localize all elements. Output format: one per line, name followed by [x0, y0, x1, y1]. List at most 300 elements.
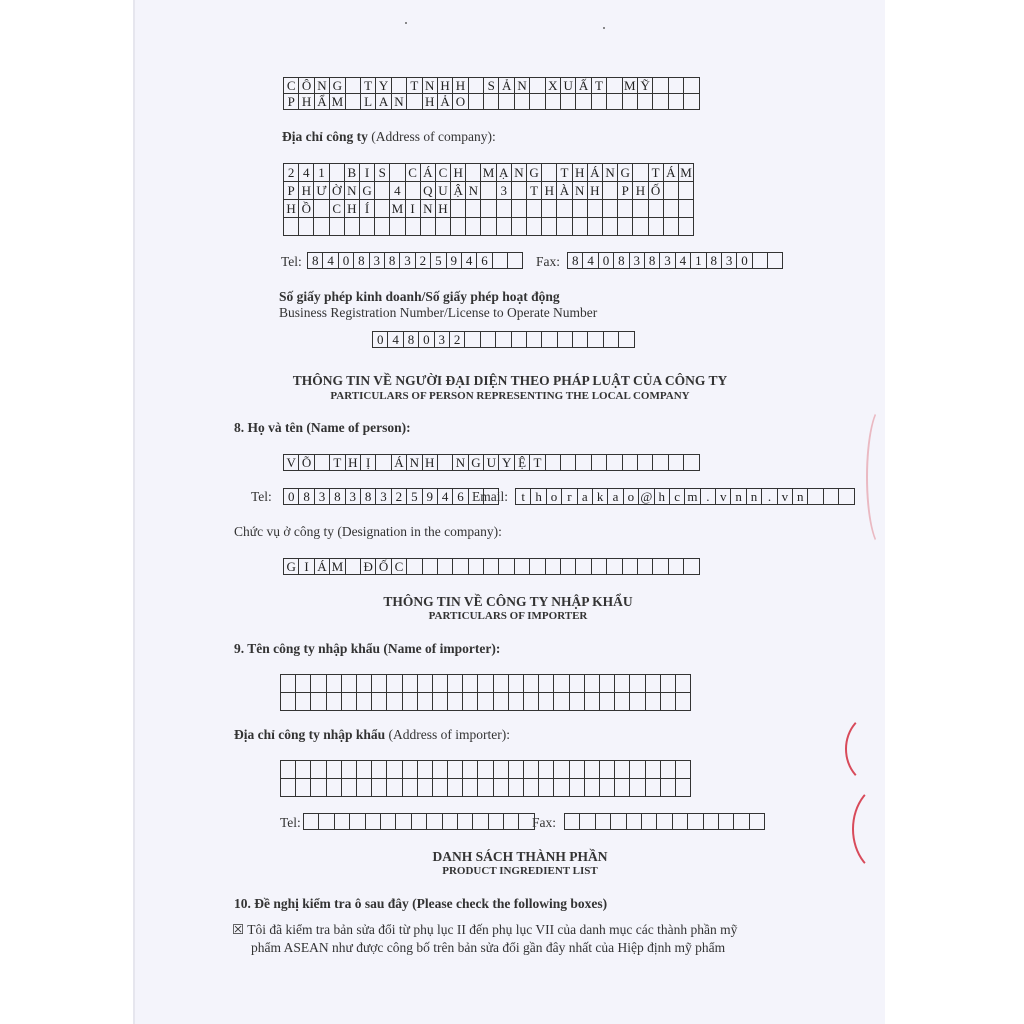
- char-cell[interactable]: G: [527, 164, 542, 182]
- char-cell[interactable]: 3: [376, 489, 391, 505]
- char-cell[interactable]: N: [392, 94, 407, 110]
- char-cell[interactable]: [466, 200, 481, 218]
- char-cell[interactable]: Ẩ: [315, 94, 330, 110]
- char-cell[interactable]: [327, 693, 342, 711]
- char-cell[interactable]: [554, 761, 569, 779]
- char-cell[interactable]: [448, 675, 463, 693]
- char-cell[interactable]: 0: [339, 253, 354, 269]
- char-cell[interactable]: C: [330, 200, 345, 218]
- char-cell[interactable]: H: [542, 182, 557, 200]
- char-cell[interactable]: T: [361, 78, 376, 94]
- char-cell[interactable]: N: [315, 78, 330, 94]
- char-cell[interactable]: P: [284, 182, 299, 200]
- char-cell[interactable]: [512, 218, 527, 236]
- char-cell[interactable]: [407, 94, 422, 110]
- char-cell[interactable]: [423, 559, 438, 575]
- char-cell[interactable]: 2: [284, 164, 299, 182]
- char-cell[interactable]: A: [376, 94, 391, 110]
- char-cell[interactable]: [473, 814, 488, 830]
- char-cell[interactable]: [527, 218, 542, 236]
- char-cell[interactable]: [539, 779, 554, 797]
- char-cell[interactable]: 0: [599, 253, 614, 269]
- char-cell[interactable]: [406, 218, 421, 236]
- char-cell[interactable]: N: [423, 78, 438, 94]
- char-cell[interactable]: [499, 559, 514, 575]
- char-cell[interactable]: [561, 559, 576, 575]
- char-cell[interactable]: [600, 761, 615, 779]
- char-cell[interactable]: [684, 94, 699, 110]
- char-cell[interactable]: [296, 693, 311, 711]
- char-cell[interactable]: [554, 779, 569, 797]
- char-cell[interactable]: [684, 559, 699, 575]
- char-cell[interactable]: [357, 761, 372, 779]
- char-cell[interactable]: [496, 332, 511, 348]
- char-cell[interactable]: 6: [477, 253, 492, 269]
- char-cell[interactable]: Ờ: [330, 182, 345, 200]
- char-cell[interactable]: T: [592, 78, 607, 94]
- char-cell[interactable]: [281, 761, 296, 779]
- char-cell[interactable]: [630, 761, 645, 779]
- char-cell[interactable]: [346, 78, 361, 94]
- char-cell[interactable]: [296, 675, 311, 693]
- char-cell[interactable]: [443, 814, 458, 830]
- char-cell[interactable]: [546, 559, 561, 575]
- char-cell[interactable]: [376, 455, 391, 471]
- char-cell[interactable]: t: [516, 489, 531, 505]
- char-cell[interactable]: Ỹ: [638, 78, 653, 94]
- char-cell[interactable]: [585, 693, 600, 711]
- char-cell[interactable]: [576, 559, 591, 575]
- char-cell[interactable]: 8: [361, 489, 376, 505]
- char-cell[interactable]: 8: [645, 253, 660, 269]
- char-cell[interactable]: [676, 675, 691, 693]
- char-cell[interactable]: [463, 693, 478, 711]
- char-cell[interactable]: [281, 693, 296, 711]
- char-cell[interactable]: [630, 693, 645, 711]
- char-cell[interactable]: [494, 761, 509, 779]
- char-cell[interactable]: [342, 779, 357, 797]
- char-cell[interactable]: [433, 675, 448, 693]
- char-cell[interactable]: [688, 814, 703, 830]
- char-cell[interactable]: [638, 94, 653, 110]
- char-cell[interactable]: 3: [722, 253, 737, 269]
- char-cell[interactable]: [618, 200, 633, 218]
- char-cell[interactable]: [458, 814, 473, 830]
- char-cell[interactable]: [607, 559, 622, 575]
- char-cell[interactable]: [623, 94, 638, 110]
- char-cell[interactable]: [607, 94, 622, 110]
- char-cell[interactable]: [357, 779, 372, 797]
- char-cell[interactable]: H: [436, 200, 451, 218]
- char-cell[interactable]: C: [406, 164, 421, 182]
- char-cell[interactable]: [403, 693, 418, 711]
- char-cell[interactable]: [600, 675, 615, 693]
- char-cell[interactable]: Õ: [299, 455, 314, 471]
- char-cell[interactable]: [418, 779, 433, 797]
- char-cell[interactable]: T: [649, 164, 664, 182]
- char-cell[interactable]: [684, 78, 699, 94]
- char-cell[interactable]: Á: [315, 559, 330, 575]
- char-cell[interactable]: [451, 200, 466, 218]
- char-cell[interactable]: [396, 814, 411, 830]
- char-cell[interactable]: [676, 779, 691, 797]
- char-cell[interactable]: [375, 182, 390, 200]
- char-cell[interactable]: [481, 200, 496, 218]
- char-cell[interactable]: 4: [676, 253, 691, 269]
- char-cell[interactable]: 3: [400, 253, 415, 269]
- char-cell[interactable]: [453, 559, 468, 575]
- char-cell[interactable]: 8: [299, 489, 314, 505]
- char-cell[interactable]: [607, 455, 622, 471]
- char-cell[interactable]: [649, 218, 664, 236]
- char-cell[interactable]: 8: [614, 253, 629, 269]
- char-cell[interactable]: [734, 814, 749, 830]
- char-cell[interactable]: [504, 814, 519, 830]
- char-cell[interactable]: [604, 332, 619, 348]
- char-cell[interactable]: 0: [737, 253, 752, 269]
- char-cell[interactable]: [557, 200, 572, 218]
- char-cell[interactable]: [633, 218, 648, 236]
- char-cell[interactable]: [451, 218, 466, 236]
- char-cell[interactable]: [512, 332, 527, 348]
- char-cell[interactable]: h: [531, 489, 546, 505]
- char-cell[interactable]: [570, 675, 585, 693]
- char-cell[interactable]: N: [603, 164, 618, 182]
- char-cell[interactable]: [592, 559, 607, 575]
- char-cell[interactable]: [570, 693, 585, 711]
- char-cell[interactable]: [357, 693, 372, 711]
- char-cell[interactable]: [596, 814, 611, 830]
- char-cell[interactable]: 4: [388, 332, 403, 348]
- char-cell[interactable]: Đ: [361, 559, 376, 575]
- char-cell[interactable]: @: [639, 489, 654, 505]
- char-cell[interactable]: 9: [423, 489, 438, 505]
- char-cell[interactable]: [524, 675, 539, 693]
- char-cell[interactable]: [546, 94, 561, 110]
- char-cell[interactable]: Á: [588, 164, 603, 182]
- char-cell[interactable]: [808, 489, 823, 505]
- char-cell[interactable]: [561, 455, 576, 471]
- char-cell[interactable]: N: [345, 182, 360, 200]
- char-cell[interactable]: I: [299, 559, 314, 575]
- char-cell[interactable]: Q: [421, 182, 436, 200]
- char-cell[interactable]: [530, 94, 545, 110]
- char-cell[interactable]: N: [515, 78, 530, 94]
- char-cell[interactable]: C: [284, 78, 299, 94]
- char-cell[interactable]: S: [375, 164, 390, 182]
- char-cell[interactable]: [824, 489, 839, 505]
- char-cell[interactable]: [304, 814, 319, 830]
- char-cell[interactable]: 8: [385, 253, 400, 269]
- char-cell[interactable]: [375, 218, 390, 236]
- char-cell[interactable]: [615, 693, 630, 711]
- char-cell[interactable]: [592, 94, 607, 110]
- char-cell[interactable]: 4: [390, 182, 405, 200]
- char-cell[interactable]: [403, 675, 418, 693]
- char-cell[interactable]: [573, 200, 588, 218]
- char-cell[interactable]: [403, 761, 418, 779]
- char-cell[interactable]: 3: [346, 489, 361, 505]
- char-cell[interactable]: M: [623, 78, 638, 94]
- char-cell[interactable]: [542, 164, 557, 182]
- char-cell[interactable]: n: [793, 489, 808, 505]
- char-cell[interactable]: [642, 814, 657, 830]
- char-cell[interactable]: n: [731, 489, 746, 505]
- char-cell[interactable]: [646, 761, 661, 779]
- char-cell[interactable]: [448, 693, 463, 711]
- char-cell[interactable]: 4: [299, 164, 314, 182]
- char-cell[interactable]: [768, 253, 783, 269]
- char-cell[interactable]: [489, 814, 504, 830]
- char-cell[interactable]: [673, 814, 688, 830]
- char-cell[interactable]: [588, 218, 603, 236]
- char-cell[interactable]: [558, 332, 573, 348]
- char-cell[interactable]: [588, 200, 603, 218]
- char-cell[interactable]: 2: [392, 489, 407, 505]
- char-cell[interactable]: [509, 761, 524, 779]
- char-cell[interactable]: [436, 218, 451, 236]
- char-cell[interactable]: [481, 218, 496, 236]
- char-cell[interactable]: [542, 218, 557, 236]
- char-cell[interactable]: [509, 675, 524, 693]
- char-cell[interactable]: h: [655, 489, 670, 505]
- char-cell[interactable]: [603, 218, 618, 236]
- char-cell[interactable]: 8: [308, 253, 323, 269]
- char-cell[interactable]: [669, 455, 684, 471]
- char-cell[interactable]: 2: [450, 332, 465, 348]
- char-cell[interactable]: [615, 675, 630, 693]
- char-cell[interactable]: [494, 675, 509, 693]
- char-cell[interactable]: [478, 761, 493, 779]
- char-cell[interactable]: [542, 332, 557, 348]
- char-cell[interactable]: [512, 200, 527, 218]
- char-cell[interactable]: [327, 675, 342, 693]
- char-cell[interactable]: [615, 761, 630, 779]
- char-cell[interactable]: V: [284, 455, 299, 471]
- char-cell[interactable]: [366, 814, 381, 830]
- char-cell[interactable]: O: [453, 94, 468, 110]
- char-cell[interactable]: N: [453, 455, 468, 471]
- char-cell[interactable]: 3: [630, 253, 645, 269]
- char-cell[interactable]: [438, 455, 453, 471]
- char-cell[interactable]: [630, 675, 645, 693]
- char-cell[interactable]: [638, 559, 653, 575]
- char-cell[interactable]: [515, 559, 530, 575]
- char-cell[interactable]: 3: [660, 253, 675, 269]
- char-cell[interactable]: [515, 94, 530, 110]
- char-cell[interactable]: [557, 218, 572, 236]
- char-cell[interactable]: [342, 675, 357, 693]
- char-cell[interactable]: À: [557, 182, 572, 200]
- char-cell[interactable]: H: [588, 182, 603, 200]
- char-cell[interactable]: [311, 779, 326, 797]
- char-cell[interactable]: [638, 455, 653, 471]
- char-cell[interactable]: [296, 761, 311, 779]
- char-cell[interactable]: M: [679, 164, 694, 182]
- char-cell[interactable]: [346, 559, 361, 575]
- char-cell[interactable]: [527, 200, 542, 218]
- char-cell[interactable]: Ồ: [299, 200, 314, 218]
- char-cell[interactable]: [330, 164, 345, 182]
- char-cell[interactable]: [494, 693, 509, 711]
- checked-box-icon[interactable]: ☒: [232, 922, 245, 937]
- char-cell[interactable]: [281, 779, 296, 797]
- char-cell[interactable]: [607, 78, 622, 94]
- char-cell[interactable]: a: [608, 489, 623, 505]
- char-cell[interactable]: [360, 218, 375, 236]
- char-cell[interactable]: N: [573, 182, 588, 200]
- char-cell[interactable]: B: [345, 164, 360, 182]
- char-cell[interactable]: [570, 761, 585, 779]
- char-cell[interactable]: [407, 559, 422, 575]
- char-cell[interactable]: S: [484, 78, 499, 94]
- char-cell[interactable]: [585, 675, 600, 693]
- char-cell[interactable]: 9: [447, 253, 462, 269]
- char-cell[interactable]: [627, 814, 642, 830]
- char-cell[interactable]: Ả: [438, 94, 453, 110]
- char-cell[interactable]: o: [624, 489, 639, 505]
- char-cell[interactable]: [508, 253, 523, 269]
- char-cell[interactable]: [653, 78, 668, 94]
- char-cell[interactable]: 3: [370, 253, 385, 269]
- char-cell[interactable]: [679, 200, 694, 218]
- char-cell[interactable]: .: [762, 489, 777, 505]
- char-cell[interactable]: [357, 675, 372, 693]
- char-cell[interactable]: M: [330, 94, 345, 110]
- char-cell[interactable]: H: [423, 94, 438, 110]
- char-cell[interactable]: [327, 761, 342, 779]
- char-cell[interactable]: 5: [431, 253, 446, 269]
- char-cell[interactable]: [664, 200, 679, 218]
- char-cell[interactable]: 4: [462, 253, 477, 269]
- char-cell[interactable]: [633, 200, 648, 218]
- char-cell[interactable]: I: [406, 200, 421, 218]
- char-cell[interactable]: 1: [314, 164, 329, 182]
- char-cell[interactable]: H: [284, 200, 299, 218]
- char-cell[interactable]: [314, 218, 329, 236]
- char-cell[interactable]: [661, 675, 676, 693]
- char-cell[interactable]: r: [562, 489, 577, 505]
- char-cell[interactable]: C: [392, 559, 407, 575]
- char-cell[interactable]: [494, 779, 509, 797]
- char-cell[interactable]: v: [716, 489, 731, 505]
- char-cell[interactable]: [335, 814, 350, 830]
- char-cell[interactable]: [646, 779, 661, 797]
- char-cell[interactable]: [653, 559, 668, 575]
- char-cell[interactable]: [561, 94, 576, 110]
- char-cell[interactable]: [576, 455, 591, 471]
- char-cell[interactable]: 6: [453, 489, 468, 505]
- char-cell[interactable]: H: [299, 182, 314, 200]
- char-cell[interactable]: a: [578, 489, 593, 505]
- char-cell[interactable]: Ị: [361, 455, 376, 471]
- char-cell[interactable]: [661, 779, 676, 797]
- char-cell[interactable]: [657, 814, 672, 830]
- char-cell[interactable]: [392, 78, 407, 94]
- char-cell[interactable]: [664, 182, 679, 200]
- char-cell[interactable]: P: [618, 182, 633, 200]
- char-cell[interactable]: [372, 779, 387, 797]
- char-cell[interactable]: [565, 814, 580, 830]
- char-cell[interactable]: [418, 675, 433, 693]
- char-cell[interactable]: [493, 253, 508, 269]
- char-cell[interactable]: M: [481, 164, 496, 182]
- char-cell[interactable]: [542, 200, 557, 218]
- char-cell[interactable]: [463, 675, 478, 693]
- char-cell[interactable]: N: [512, 164, 527, 182]
- char-cell[interactable]: [839, 489, 854, 505]
- char-cell[interactable]: 4: [583, 253, 598, 269]
- char-cell[interactable]: [372, 675, 387, 693]
- char-cell[interactable]: [390, 164, 405, 182]
- char-cell[interactable]: 0: [373, 332, 388, 348]
- char-cell[interactable]: P: [284, 94, 299, 110]
- char-cell[interactable]: N: [421, 200, 436, 218]
- char-cell[interactable]: [753, 253, 768, 269]
- char-cell[interactable]: [719, 814, 734, 830]
- char-cell[interactable]: [387, 779, 402, 797]
- char-cell[interactable]: 8: [568, 253, 583, 269]
- char-cell[interactable]: [646, 693, 661, 711]
- char-cell[interactable]: [499, 94, 514, 110]
- char-cell[interactable]: G: [469, 455, 484, 471]
- char-cell[interactable]: [611, 814, 626, 830]
- char-cell[interactable]: C: [436, 164, 451, 182]
- char-cell[interactable]: [676, 693, 691, 711]
- char-cell[interactable]: H: [453, 78, 468, 94]
- char-cell[interactable]: 0: [284, 489, 299, 505]
- char-cell[interactable]: [661, 761, 676, 779]
- char-cell[interactable]: [750, 814, 765, 830]
- char-cell[interactable]: n: [747, 489, 762, 505]
- char-cell[interactable]: [375, 200, 390, 218]
- char-cell[interactable]: [481, 332, 496, 348]
- char-cell[interactable]: [661, 693, 676, 711]
- char-cell[interactable]: [346, 94, 361, 110]
- char-cell[interactable]: [646, 675, 661, 693]
- char-cell[interactable]: N: [407, 455, 422, 471]
- char-cell[interactable]: [311, 675, 326, 693]
- char-cell[interactable]: k: [593, 489, 608, 505]
- char-cell[interactable]: G: [618, 164, 633, 182]
- char-cell[interactable]: [390, 218, 405, 236]
- char-cell[interactable]: [570, 779, 585, 797]
- char-cell[interactable]: [633, 164, 648, 182]
- char-cell[interactable]: [497, 200, 512, 218]
- char-cell[interactable]: [618, 218, 633, 236]
- char-cell[interactable]: 1: [691, 253, 706, 269]
- char-cell[interactable]: [554, 675, 569, 693]
- char-cell[interactable]: T: [527, 182, 542, 200]
- char-cell[interactable]: H: [299, 94, 314, 110]
- char-cell[interactable]: U: [561, 78, 576, 94]
- char-cell[interactable]: [649, 200, 664, 218]
- char-cell[interactable]: [573, 332, 588, 348]
- char-cell[interactable]: [585, 761, 600, 779]
- char-cell[interactable]: [433, 761, 448, 779]
- char-cell[interactable]: [311, 693, 326, 711]
- char-cell[interactable]: 8: [707, 253, 722, 269]
- char-cell[interactable]: [600, 693, 615, 711]
- char-cell[interactable]: H: [346, 455, 361, 471]
- char-cell[interactable]: H: [423, 455, 438, 471]
- char-cell[interactable]: Y: [376, 78, 391, 94]
- char-cell[interactable]: [669, 559, 684, 575]
- char-cell[interactable]: [573, 218, 588, 236]
- char-cell[interactable]: [311, 761, 326, 779]
- char-cell[interactable]: [623, 559, 638, 575]
- char-cell[interactable]: .: [701, 489, 716, 505]
